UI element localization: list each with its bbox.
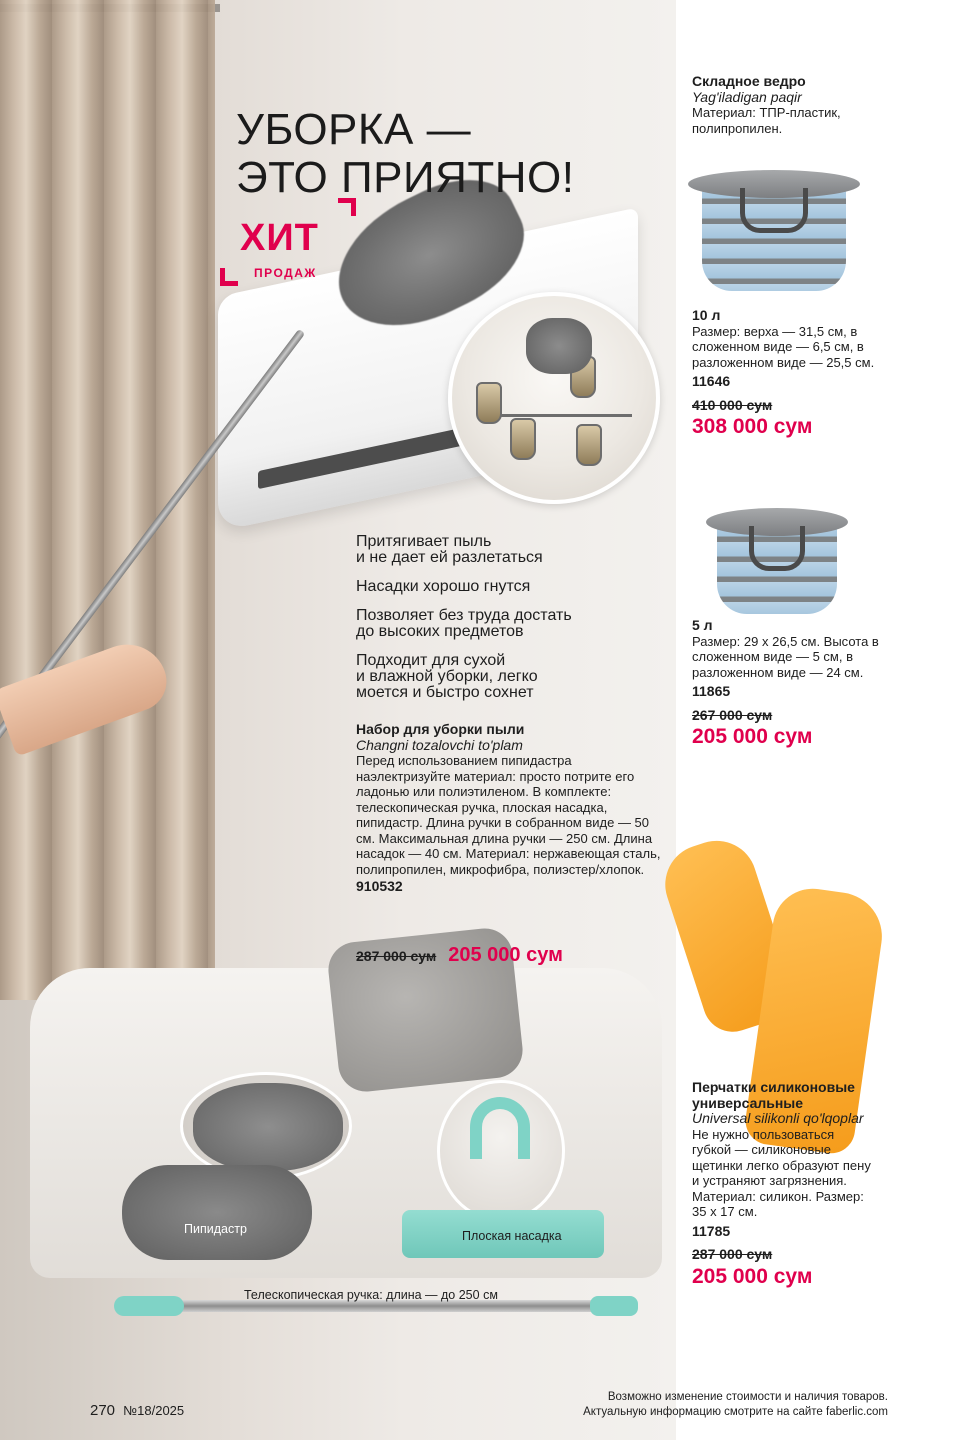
- headline-line1: УБОРКА —: [236, 105, 472, 154]
- flat-attachment-bent: [470, 1097, 530, 1159]
- lamp-shade: [476, 382, 502, 424]
- badge-corner-bottom-left: [220, 268, 238, 286]
- page-number-value: 270: [90, 1402, 116, 1419]
- footer-disclaimer: [583, 1390, 888, 1420]
- disclaimer-line1: Возможно изменение стоимости и наличия товаров.: [607, 1391, 888, 1403]
- bucket-10l-image: [688, 170, 860, 300]
- product-alt-name: Changni tozalovchi to'plam: [356, 736, 523, 753]
- product-title: Набор для уборки пыли: [356, 721, 525, 737]
- issue-number: №18/2025: [123, 1403, 185, 1418]
- old-price: 267 000 сум: [692, 706, 773, 723]
- old-price: 410 000 сум: [692, 396, 773, 413]
- product-size: Размер: верха — 31,5 см, в сложенном виде — 6,5 см, в разложенном виде — 25,5 см.: [692, 323, 875, 370]
- bucket-10l-product: [692, 307, 882, 438]
- bucket-handle: [740, 188, 809, 233]
- duster-attachment-image: [122, 1165, 312, 1260]
- product-code: 11785: [692, 1222, 731, 1239]
- headline-line2: ЭТО ПРИЯТНО!: [236, 153, 575, 202]
- bucket-5l-product: [692, 617, 882, 748]
- curtain: [0, 0, 215, 1000]
- bestseller-badge: [220, 198, 356, 286]
- product-alt-name: Yag'iladigan paqir: [692, 88, 802, 105]
- flat-attachment-label: Плоская насадка: [462, 1229, 562, 1243]
- product-alt-name: Universal silikonli qo'lqoplar: [692, 1110, 864, 1126]
- product-code: 910532: [356, 878, 403, 894]
- product-material: Материал: ТПР-пластик, полипропилен.: [692, 105, 841, 136]
- badge-sub-text: ПРОДАЖ: [254, 266, 317, 280]
- product-volume: 5 л: [692, 617, 713, 633]
- feature-item: Позволяет без труда достать до высоких предметов: [356, 607, 572, 640]
- product-description: Перед использованием пипидастра наэлектризуйте материал: просто потрите его ладонью или полиэтиленом. В комплекте: телескопическая ручка, плоская насадка, пипидастр. Длина ручки в собранном виде — 50 см. Максимальная длина ручки — 250 см. Длина насадок — 40 см. Материал: нержавеющая сталь, полипропилен, микрофибра, полиэстер/хлопок.: [356, 753, 661, 877]
- chandelier-inset-photo: [448, 292, 660, 504]
- handle-grip-right: [590, 1296, 638, 1316]
- gloves-product: [692, 1079, 872, 1288]
- product-code: 11865: [692, 683, 731, 699]
- new-price: 205 000 сум: [448, 944, 563, 966]
- product-code: 11646: [692, 373, 731, 389]
- lamp-shade: [576, 424, 602, 466]
- product-title: Перчатки силиконовые универсальные: [692, 1079, 855, 1111]
- feature-list: [356, 534, 656, 714]
- feature-item: Насадки хорошо гнутся: [356, 578, 531, 595]
- old-price: 287 000 сум: [692, 1246, 773, 1262]
- dust-kit-price: [356, 944, 563, 967]
- bucket-5l-image: [706, 508, 848, 620]
- duster-head-inset: [526, 318, 592, 374]
- new-price: 308 000 сум: [692, 415, 813, 438]
- lamp-shade: [510, 418, 536, 460]
- disclaimer-line2: Актуальную информацию смотрите на сайте faberlic.com: [583, 1406, 888, 1418]
- product-title: Складное ведро: [692, 73, 806, 89]
- flat-attachment-inset: [437, 1080, 565, 1222]
- product-description: Не нужно пользоваться губкой — силиконовые щетинки легко образуют пену и устраняют загрязнения. Материал: силикон. Размер: 35 x 17 см.: [692, 1126, 871, 1219]
- old-price: 287 000 сум: [356, 948, 437, 964]
- duster-closeup-inset: [180, 1072, 352, 1180]
- handle-label: Телескопическая ручка: длина — до 250 см: [244, 1288, 498, 1302]
- bucket-handle: [749, 526, 806, 571]
- dust-kit-product: [356, 722, 668, 895]
- page-number: [90, 1402, 184, 1419]
- new-price: 205 000 сум: [692, 1264, 813, 1288]
- duster-closeup-head: [193, 1083, 343, 1171]
- feature-item: Притягивает пыль и не дает ей разлетаться: [356, 533, 543, 566]
- badge-main-text: ХИТ: [240, 217, 319, 259]
- duster-label: Пипидастр: [184, 1222, 247, 1236]
- chandelier-arm: [482, 414, 632, 417]
- product-volume: 10 л: [692, 307, 721, 323]
- bucket-group-header: [692, 74, 882, 136]
- badge-corner-top-right: [338, 198, 356, 216]
- feature-item: Подходит для сухой и влажной уборки, легко моется и быстро сохнет: [356, 652, 538, 701]
- handle-grip-left: [114, 1296, 184, 1316]
- product-size: Размер: 29 x 26,5 см. Высота в сложенном виде — 5 см, в разложенном виде — 24 см.: [692, 633, 879, 680]
- new-price: 205 000 сум: [692, 725, 813, 748]
- page-headline: [236, 106, 574, 202]
